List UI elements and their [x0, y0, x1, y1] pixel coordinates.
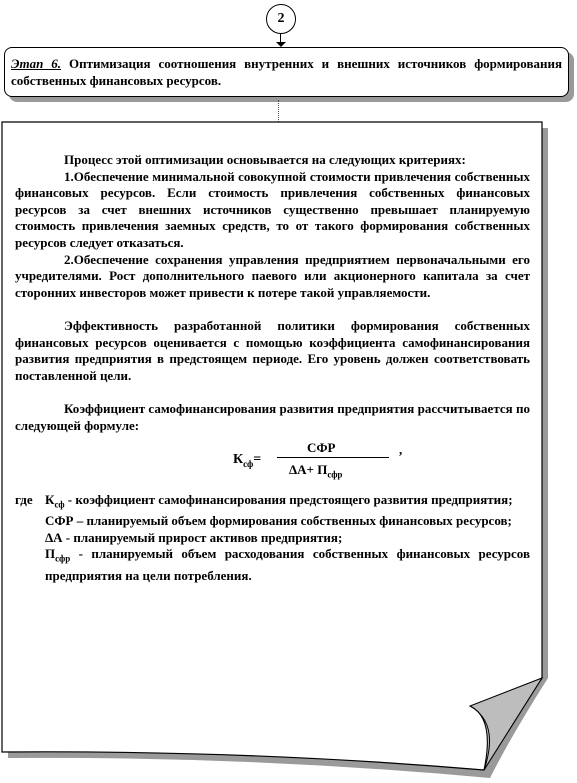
- formula: [15, 440, 530, 486]
- criterion-1: 1.Обеспечение минимальной совокупной стоимости привлечения собственных финансовых ресурсов. Если стоимость привлечения собственных финансовых ресурсов за счет внешних источников существенно превышает планируемую стоимость привлечения заемных средств, то от такого формирования собственных ресурсов следует отказаться.: [15, 168, 530, 250]
- definition-k: $К_{сф}$ - коэффициент самофинансирования предстоящего развития предприятия;: [45, 492, 513, 510]
- criteria-intro: Процесс этой оптимизации основывается на следующих критериях:: [64, 152, 466, 167]
- stage-title: Оптимизация соотношения внутренних и внешних источников формирования собственных финансовых ресурсов.: [11, 56, 563, 88]
- definition-sfr: СФР – планируемый объем формирования собственных финансовых ресурсов;: [45, 513, 512, 529]
- formula-intro: Коэффициент самофинансирования развития предприятия рассчитывается по следующей формуле:: [15, 400, 530, 433]
- formula-denominator: $\Delta А+ П_{сфр}$: [289, 462, 343, 480]
- fraction-bar: [277, 457, 389, 458]
- document-content: [15, 152, 530, 584]
- formula-numerator: СФР: [307, 440, 336, 456]
- stage-box: [4, 47, 569, 97]
- step-number: 2: [277, 11, 285, 26]
- criterion-2: 2.Обеспечение сохранения управления предприятием первоначальными его учредителями. Рост дополнительного паевого или акционерного капитала за счет сторонних инвесторов может привести к потере такой управляемости.: [15, 251, 530, 300]
- definitions: [15, 492, 530, 584]
- formula-trailing-comma: ,: [399, 442, 403, 458]
- step-connector-circle: [266, 4, 296, 34]
- efficiency-paragraph: Эффективность разработанной политики формирования собственных финансовых ресурсов оценивается с помощью коэффициента самофинансирования развития предприятия в предстоящем периоде. Его уровень должен соответствовать поставленной цели.: [15, 317, 530, 383]
- definition-delta-a: ΔА - планируемый прирост активов предприятия;: [45, 529, 343, 545]
- formula-lhs: $К_{сф}=$: [233, 452, 262, 469]
- where-word: где: [15, 492, 33, 508]
- definition-p: $П_{сфр}$ - планируемый объем расходования собственных финансовых ресурсов предприятия на цели потребления.: [45, 546, 530, 583]
- stage-label: Этап 6.: [11, 56, 62, 71]
